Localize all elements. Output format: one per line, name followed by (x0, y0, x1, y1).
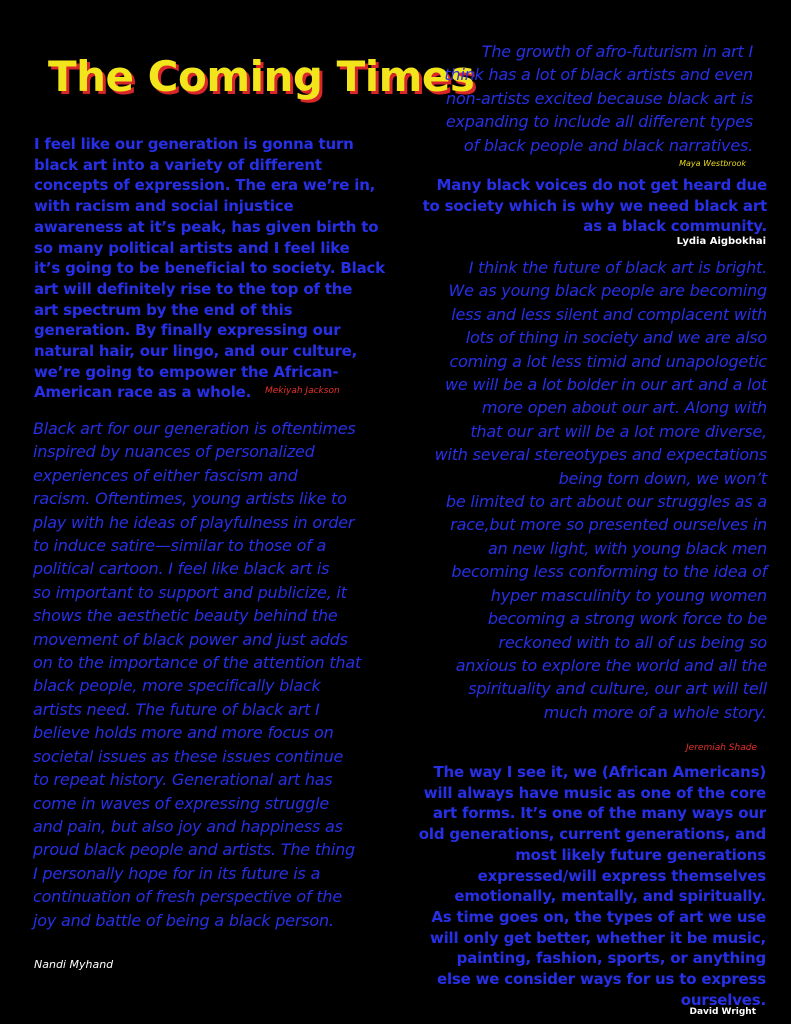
author-maya-westbrook: Maya Westbrook (679, 159, 746, 168)
quote-line: continuation of fresh perspective of the (33, 887, 342, 907)
quote-line: societal issues as these issues continue (33, 746, 344, 766)
author-jeremiah-shade: Jeremiah Shade (686, 743, 757, 753)
quote-line: so important to support and publicize, it (33, 582, 347, 602)
quote-line: more open about our art. Along with (481, 398, 767, 418)
quote-line: non-artists excited because black art is (446, 88, 753, 108)
quote-line: proud black people and artists. The thing (33, 840, 355, 860)
quote-line: Many black voices do not get heard due (436, 176, 767, 194)
quote-line: play with he ideas of playfulness in order (33, 512, 355, 532)
quote-line: natural hair, our lingo, and our culture, (34, 342, 358, 361)
quote-line: art spectrum by the end of this (34, 300, 293, 319)
author-nandi-myhand: Nandi Myhand (34, 958, 114, 971)
quote-line: joy and battle of being a black person. (33, 910, 334, 930)
quote-line: as a black community. (583, 217, 767, 236)
quote-line: becoming less conforming to the idea of (451, 562, 767, 582)
quote-line: shows the aesthetic beauty behind the (33, 606, 338, 626)
quote-line: I feel like our generation is gonna turn (34, 135, 354, 153)
quote-jeremiah-shade (397, 256, 767, 724)
author-lydia-aigbokhai: Lydia Aigbokhai (676, 236, 766, 247)
quote-line: The growth of afro-futurism in art I (481, 42, 753, 61)
quote-line: with racism and social injustice (34, 197, 294, 216)
quote-line: most likely future generations (515, 845, 766, 864)
quote-line: to induce satire—similar to those of a (33, 536, 327, 556)
quote-line: becoming a strong work force to be (487, 609, 767, 629)
quote-line: movement of black power and just adds (33, 629, 348, 649)
quote-line: art forms. It’s one of the many ways our (432, 804, 766, 823)
quote-nandi-myhand (33, 417, 398, 932)
quote-line: anxious to explore the world and all the (455, 655, 767, 675)
quote-line: political cartoon. I feel like black art is (33, 559, 330, 579)
quote-line: I personally hope for in its future is a (33, 863, 321, 883)
quote-line: believe holds more and more focus on (33, 723, 334, 743)
quote-line: racism. Oftentimes, young artists like to (33, 489, 347, 509)
quote-line: concepts of expression. The era we’re in, (34, 176, 376, 195)
quote-line: coming a lot less timid and unapologetic (449, 351, 767, 371)
quote-line: black people, more specifically black (33, 676, 321, 696)
page-title: The Coming Times (48, 52, 475, 101)
quote-line: we’re going to empower the African- (34, 362, 339, 381)
quote-line: an new light, with young black men (488, 538, 767, 558)
quote-line: old generations, current generations, and (418, 825, 766, 844)
quote-line: will always have music as one of the core (423, 783, 766, 802)
quote-line: on to the importance of the attention that (33, 653, 362, 673)
quote-line: think has a lot of black artists and even (444, 65, 753, 85)
quote-line: with several stereotypes and expectations (434, 445, 767, 465)
quote-line: of black people and black narratives. (463, 135, 753, 155)
author-david-wright: David Wright (689, 1007, 756, 1017)
quote-line: lots of thing in society and we are also (465, 328, 767, 348)
quote-line: to repeat history. Generational art has (33, 770, 333, 790)
quote-line: expanding to include all different types (445, 112, 753, 132)
quote-line: else we consider ways for us to express (436, 970, 766, 989)
quote-maya-westbrook (393, 40, 753, 157)
quote-line: The way I see it, we (African Americans) (433, 763, 766, 781)
quote-line: spirituality and culture, our art will tell (468, 679, 767, 699)
quote-line: it’s going to be beneficial to society. Black (34, 259, 385, 278)
quote-line: come in waves of expressing struggle (33, 793, 330, 813)
quote-line: being torn down, we won’t (558, 468, 767, 488)
quote-line: expressed/will express themselves (477, 866, 766, 885)
quote-line: artists need. The future of black art I (33, 699, 320, 719)
quote-line: be limited to art about our struggles as a (445, 492, 767, 512)
quote-line: ourselves. (680, 990, 766, 1009)
quote-line: I think the future of black art is bright. (468, 258, 767, 277)
quote-line: art will definitely rise to the top of the (34, 279, 353, 298)
quote-line: so many political artists and I feel like (34, 238, 350, 257)
quote-line: emotionally, mentally, and spiritually. (454, 887, 766, 906)
quote-line: and pain, but also joy and happiness as (33, 816, 343, 836)
quote-line: much more of a whole story. (543, 702, 767, 722)
quote-line: generation. By finally expressing our (34, 321, 341, 340)
quote-lydia-aigbokhai (397, 175, 767, 237)
quote-mekiyah-jackson (34, 134, 394, 403)
quote-line: race,but more so presented ourselves in (450, 515, 767, 535)
quote-line: reckoned with to all of us being so (498, 632, 767, 652)
quote-line: experiences of either fascism and (33, 465, 298, 485)
author-mekiyah-jackson: Mekiyah Jackson (265, 386, 340, 396)
quote-david-wright (396, 762, 766, 1010)
quote-line: painting, fashion, sports, or anything (456, 949, 766, 968)
quote-line: black art into a variety of different (34, 155, 322, 174)
quote-line: awareness at it’s peak, has given birth to (34, 217, 379, 236)
quote-line: Black art for our generation is oftentimes (33, 419, 356, 438)
quote-line: American race as a whole. (34, 383, 252, 402)
quote-line: less and less silent and complacent with (451, 304, 767, 324)
quote-line: We as young black people are becoming (448, 281, 767, 301)
quote-line: that our art will be a lot more diverse, (470, 421, 767, 441)
quote-line: hyper masculinity to young women (490, 585, 767, 605)
quote-line: we will be a lot bolder in our art and a lot (445, 375, 767, 395)
quote-line: inspired by nuances of personalized (33, 442, 315, 462)
quote-line: to society which is why we need black art (422, 196, 767, 215)
quote-line: will only get better, whether it be music, (429, 928, 766, 947)
quote-line: As time goes on, the types of art we use (431, 907, 766, 926)
